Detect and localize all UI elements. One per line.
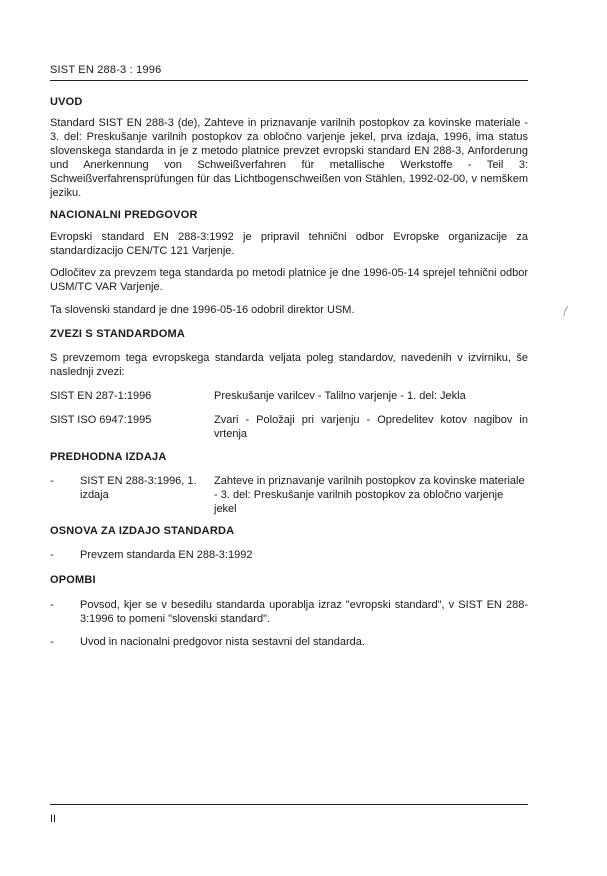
section-title-uvod: UVOD <box>50 96 83 108</box>
opombi-item: Povsod, kjer se v besedilu standarda uporablja izraz "evropski standard", v SIST EN 288-3:1996 to pomeni "slovenski standard". <box>80 599 528 625</box>
opombi-item: Uvod in nacionalni predgovor nista sestavni del standarda. <box>80 636 365 648</box>
list-bullet: - <box>50 599 54 611</box>
reference-description: Preskušanje varilcev - Talilno varjenje - 1. del: Jekla <box>214 390 466 402</box>
document-id-header: SIST EN 288-3 : 1996 <box>50 64 162 76</box>
nacionalni-paragraph-1: Evropski standard EN 288-3:1992 je pripravil tehnični odbor Evropske organizacije za standardizacijo CEN/TC 121 Varjenje. <box>50 231 528 257</box>
footer-rule <box>50 804 528 805</box>
reference-code: SIST ISO 6947:1995 <box>50 414 152 426</box>
section-title-predhodna-izdaja: PREDHODNA IZDAJA <box>50 451 167 463</box>
nacionalni-paragraph-2: Odločitev za prevzem tega standarda po metodi platnice je dne 1996-05-14 sprejel tehnični odbor USM/TC VAR Varjenje. <box>50 267 528 293</box>
list-bullet: - <box>50 549 54 561</box>
osnova-item: Prevzem standarda EN 288-3:1992 <box>80 549 253 561</box>
reference-code: SIST EN 287-1:1996 <box>50 390 152 402</box>
reference-description: Zvari - Položaji pri varjenju - Opredelitev kotov nagibov in vrtenja <box>214 414 528 440</box>
page-number: II <box>50 813 57 825</box>
previous-edition-description: Zahteve in priznavanje varilnih postopkov za kovinske materiale - 3. del: Preskušanje varilnih postopkov za obločno varjenje jekel <box>214 475 525 515</box>
header-rule <box>50 80 528 81</box>
section-title-opombi: OPOMBI <box>50 574 96 586</box>
section-title-nacionalni-predgovor: NACIONALNI PREDGOVOR <box>50 209 198 221</box>
nacionalni-paragraph-3: Ta slovenski standard je dne 1996-05-16 odobril direktor USM. <box>50 304 355 316</box>
list-bullet: - <box>50 636 54 648</box>
section-title-osnova: OSNOVA ZA IZDAJO STANDARDA <box>50 525 235 537</box>
list-bullet: - <box>50 475 54 487</box>
uvod-paragraph: Standard SIST EN 288-3 (de), Zahteve in priznavanje varilnih postopkov za kovinske materiale - 3. del: Preskušanje varilnih postopkov za obločno varjenje jekel, prva izdaja, 1996, ima status slovenskega standarda in je z metodo platnice prevzet evropski standard EN 288-3, Anforderung und Anerkennung von Schweißverfahren für metallische Werkstoffe - Teil 3: Schweißverfahrensprüfungen für das Lichtbogenschweißen von Stählen, 1992-02-00, v nemškem jeziku. <box>50 117 528 199</box>
section-title-zvezi: ZVEZI S STANDARDOMA <box>50 328 185 340</box>
previous-edition-code: SIST EN 288-3:1996, 1. izdaja <box>80 475 197 501</box>
scan-mark <box>563 305 569 317</box>
zvezi-intro: S prevzemom tega evropskega standarda veljata poleg standardov, navedenih v izvirniku, še naslednji zvezi: <box>50 352 528 378</box>
